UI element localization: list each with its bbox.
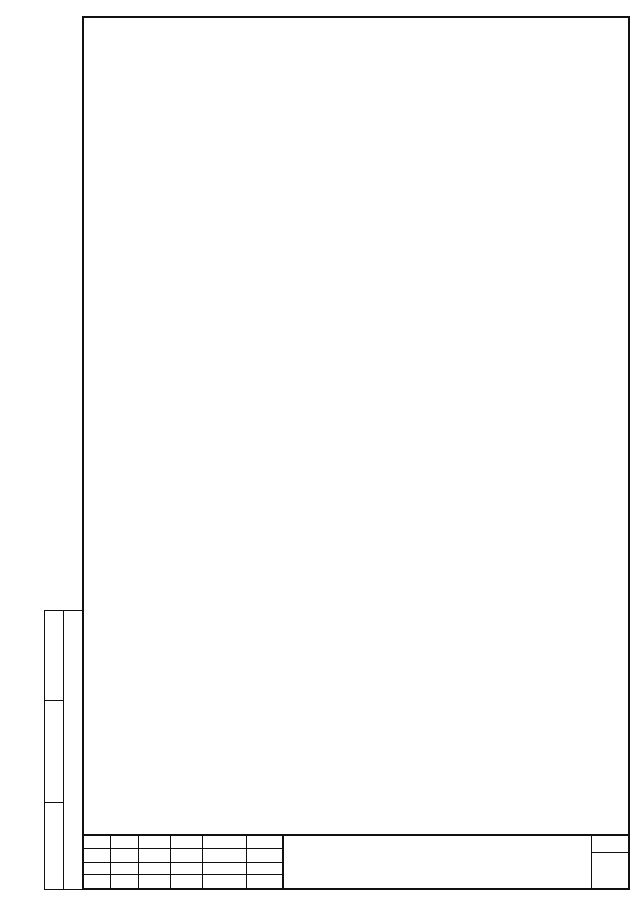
stamp-col-line (170, 834, 171, 890)
side-cell-inv (45, 803, 63, 891)
stamp-row-line (82, 874, 282, 875)
stamp-row-line (82, 848, 282, 849)
stamp-col-line (138, 834, 139, 890)
sheet-box (591, 834, 630, 890)
stamp-row-line (82, 862, 282, 863)
stamp-col-line (110, 834, 111, 890)
side-stamp (44, 610, 82, 890)
page-frame (82, 16, 630, 890)
stamp-col-line (82, 834, 83, 890)
side-cell-replace (45, 611, 63, 701)
title-block-top-border (82, 834, 630, 836)
sheet-divider (592, 852, 630, 853)
side-divider (63, 611, 64, 889)
title-block (82, 834, 630, 890)
stamp-main-divider (282, 834, 284, 890)
stamp-col-line (202, 834, 203, 890)
side-cell-sign (45, 701, 63, 803)
stamp-col-line (246, 834, 247, 890)
